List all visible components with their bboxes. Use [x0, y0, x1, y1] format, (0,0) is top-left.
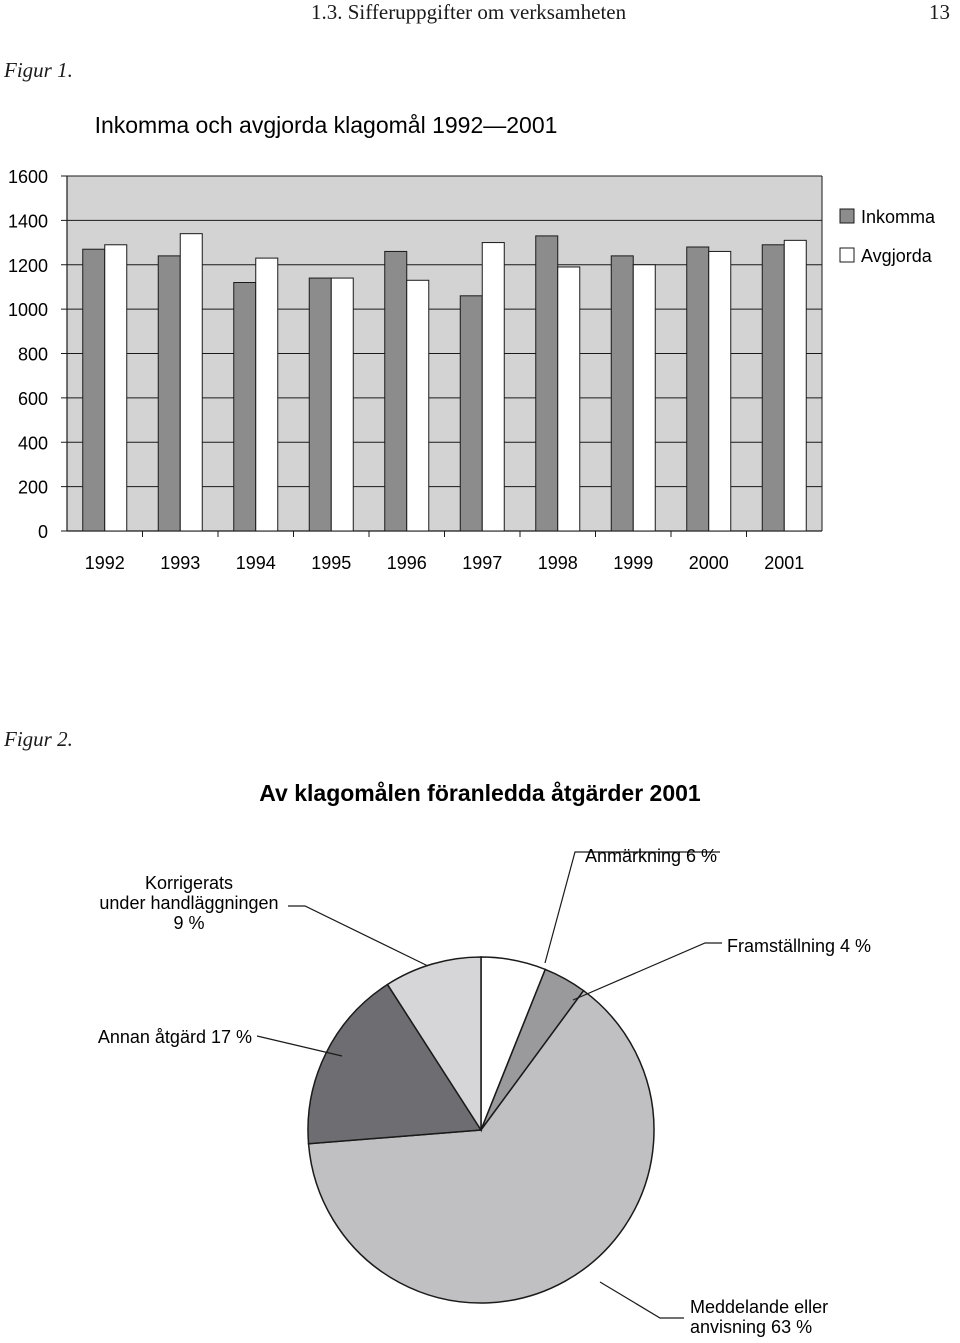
leader-line	[600, 1282, 684, 1318]
x-tick-label: 1998	[537, 553, 578, 573]
x-tick-label: 1995	[311, 553, 352, 573]
bar-avgjorda-2000	[709, 251, 731, 531]
bar-inkomma-1999	[611, 256, 633, 531]
chart-title: Av klagomålen föranledda åtgärder 2001	[259, 780, 701, 806]
figure-1-label: Figur 1.	[4, 58, 73, 82]
legend-swatch	[840, 248, 854, 262]
x-tick-label: 1996	[386, 553, 427, 573]
bar-inkomma-2000	[687, 247, 709, 531]
figure-2-label: Figur 2.	[4, 727, 73, 751]
bar-inkomma-1994	[234, 283, 256, 532]
chart-legend	[840, 207, 936, 266]
bar-inkomma-1995	[309, 278, 331, 531]
plot-area	[8, 167, 822, 573]
slice-label: anvisning 63 %	[690, 1317, 813, 1337]
y-tick-label: 1400	[7, 211, 48, 232]
legend-swatch	[840, 209, 854, 223]
bar-avgjorda-1995	[331, 278, 353, 531]
bar-avgjorda-1994	[256, 258, 278, 531]
bar-avgjorda-1998	[558, 267, 580, 531]
bar-avgjorda-1992	[105, 245, 127, 531]
slice-label: 9 %	[173, 913, 205, 933]
x-tick-label: 1997	[462, 553, 503, 573]
leader-line	[573, 943, 722, 1000]
legend-label: Inkomma	[861, 207, 936, 227]
slice-label: Framställning 4 %	[727, 936, 872, 956]
bar-inkomma-1997	[460, 296, 482, 531]
page-header	[0, 0, 960, 28]
slice-label: Annan åtgärd 17 %	[97, 1027, 252, 1047]
bar-avgjorda-1997	[482, 243, 504, 531]
y-tick-label: 0	[37, 522, 48, 542]
leader-line	[545, 852, 720, 963]
x-tick-label: 1992	[84, 553, 125, 573]
bar-inkomma-2001	[762, 245, 784, 531]
bar-avgjorda-1993	[180, 234, 202, 531]
bar-inkomma-1996	[385, 251, 407, 531]
slice-label: Anmärkning 6 %	[585, 846, 718, 866]
x-tick-label: 2001	[764, 553, 805, 573]
y-tick-label: 400	[17, 433, 48, 454]
chart-title: Inkomma och avgjorda klagomål 1992—2001	[94, 112, 558, 138]
y-tick-label: 600	[17, 388, 48, 409]
bar-avgjorda-1996	[407, 280, 429, 531]
x-tick-label: 1993	[160, 553, 201, 573]
x-tick-label: 1999	[613, 553, 654, 573]
pie-area	[98, 846, 871, 1337]
section-title: 1.3. Sifferuppgifter om verksamheten	[311, 0, 627, 24]
y-tick-label: 1200	[7, 255, 48, 276]
pie-chart	[0, 770, 960, 1343]
x-tick-label: 2000	[688, 553, 729, 573]
y-tick-label: 200	[17, 477, 48, 498]
y-tick-label: 1600	[7, 167, 48, 187]
bar-chart	[0, 95, 960, 595]
x-tick-label: 1994	[235, 553, 276, 573]
y-tick-label: 800	[17, 344, 48, 365]
y-tick-label: 1000	[7, 300, 48, 321]
bar-inkomma-1993	[158, 256, 180, 531]
bar-inkomma-1998	[536, 236, 558, 531]
bar-inkomma-1992	[83, 249, 105, 531]
legend-label: Avgjorda	[861, 246, 932, 266]
slice-label: Korrigerats	[144, 873, 234, 893]
leader-line	[288, 906, 428, 966]
slice-label: Meddelande eller	[690, 1297, 829, 1317]
slice-label: under handläggningen	[99, 893, 279, 913]
page-number: 13	[929, 0, 950, 24]
bar-avgjorda-1999	[633, 265, 655, 531]
bar-avgjorda-2001	[784, 240, 806, 531]
